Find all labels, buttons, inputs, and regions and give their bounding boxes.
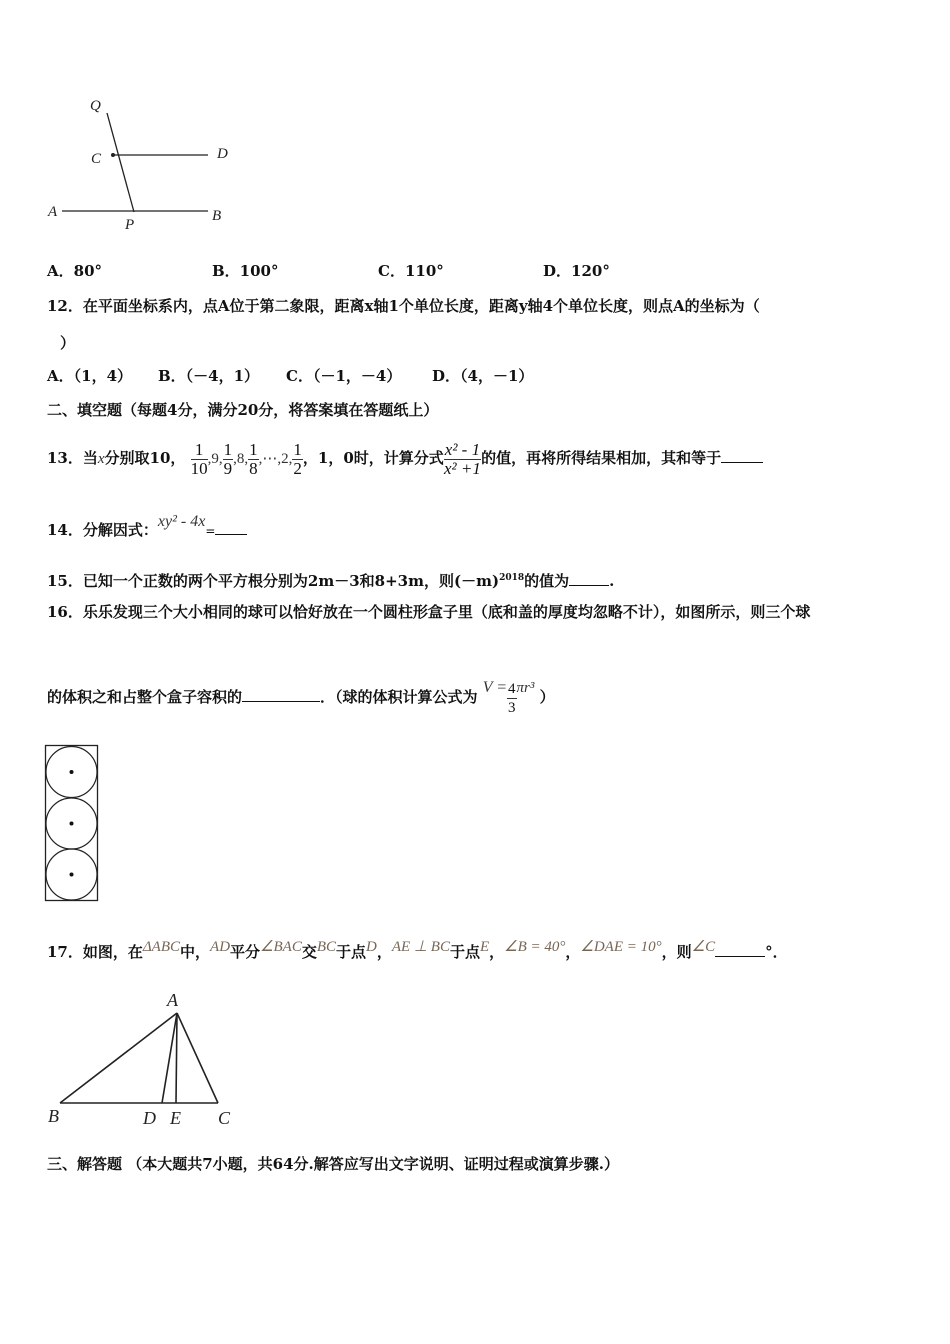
answer-blank[interactable] <box>215 520 247 535</box>
q12-close: ） <box>60 334 76 352</box>
q12-option-b: B．（－4，1） <box>158 367 260 385</box>
q11-option-c: C．110° <box>378 262 444 280</box>
answer-blank[interactable] <box>242 687 320 702</box>
q12-option-a: A．（1，4） <box>47 367 133 385</box>
question-13: 13．当x分别取10， $\frac{1}{10}$ ,9, $\frac{1}{9}$ ,8, $\frac{1}{8}$ ,⋯,2, $\frac{1}{2}$ ，1，0时，计算分式 $\frac{\text{x² - 1}}{\text{x² +1}}$ 的值，再将所得结果相加，其和等于 <box>47 428 763 489</box>
answer-blank[interactable] <box>569 571 609 586</box>
label-c: C <box>218 1108 231 1128</box>
answer-blank[interactable] <box>721 448 763 463</box>
section-3-heading: 三、解答题 （本大题共7小题，共64分.解答应写出文字说明、证明过程或演算步骤.） <box>47 1155 619 1173</box>
q12-option-c: C．（－1，－4） <box>286 367 402 385</box>
question-17: 17．如图，在ΔABC中，AD平分∠BAC交BC于点D，AE ⊥ BC于点E，∠B = 40°，∠DAE = 10°，则∠C °． <box>47 939 788 961</box>
label-q: Q <box>90 98 101 114</box>
section-2-heading: 二、填空题（每题4分，满分20分，将答案填在答题纸上） <box>47 401 439 419</box>
q16-line2: 的体积之和占整个盒子容积的 ．（球的体积计算公式为 V = $\frac{4}{3}$ πr³ ） <box>47 679 555 716</box>
label-b: B <box>48 1106 59 1126</box>
figure-q16-box <box>46 746 98 901</box>
figure-q11-lines <box>47 98 228 233</box>
q12-text: 12．在平面坐标系内，点A位于第二象限，距离x轴1个单位长度，距离y轴4个单位长度，则点A的坐标为（ <box>47 297 760 315</box>
label-d: D <box>217 146 228 162</box>
label-a: A <box>167 990 178 1010</box>
label-p: P <box>125 217 135 233</box>
label-b: B <box>212 208 222 224</box>
q16-line1: 16．乐乐发现三个大小相同的球可以恰好放在一个圆柱形盒子里（底和盖的厚度均忽略不计），如图所示，则三个球 <box>47 603 811 621</box>
answer-blank[interactable] <box>715 942 765 957</box>
figure-q17-triangle <box>48 990 231 1128</box>
q11-option-b: B．100° <box>212 262 279 280</box>
question-14: 14．分解因式：xy² - 4x= <box>47 520 247 541</box>
q11-option-d: D．120° <box>543 262 610 280</box>
label-e: E <box>170 1108 181 1128</box>
q12-option-d: D．（4，－1） <box>432 367 534 385</box>
label-a: A <box>48 204 58 220</box>
label-d: D <box>143 1108 156 1128</box>
q11-option-a: A．80° <box>47 262 103 280</box>
question-15: 15．已知一个正数的两个平方根分别为2m－3和8+3m，则$(-m)^{2018}$的值为 . <box>47 572 615 590</box>
label-c: C <box>91 151 102 167</box>
